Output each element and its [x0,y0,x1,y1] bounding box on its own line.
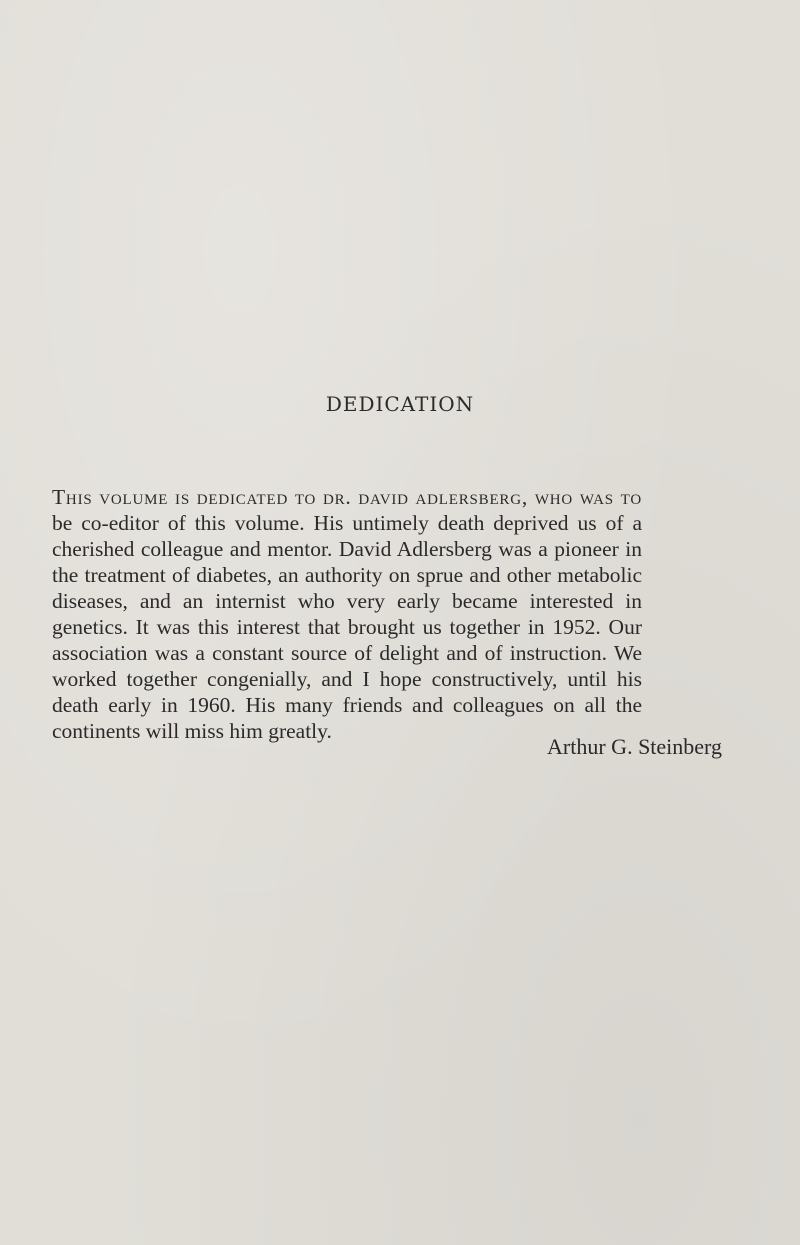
author-signature: Arthur G. Steinberg [547,734,722,759]
dedication-lead-in: This volume is dedicated to dr. david adlersberg, who was to [52,485,642,509]
page-title: DEDICATION [325,392,475,416]
dedication-paragraph [52,484,642,744]
dedication-body: be co-editor of this volume. His untimely death deprived us of a cherished colleague and mentor. David Adlersberg was a pioneer in the treatment of diabetes, an authority on sprue and other metabolic diseases, and an internist who very early became interested in genetics. It was this interest that brought us together in 1952. Our association was a constant source of delight and of instruction. We worked together congenially, and I hope constructively, until his death early in 1960. His many friends and colleagues on all the continents will miss him greatly. [52,511,642,743]
